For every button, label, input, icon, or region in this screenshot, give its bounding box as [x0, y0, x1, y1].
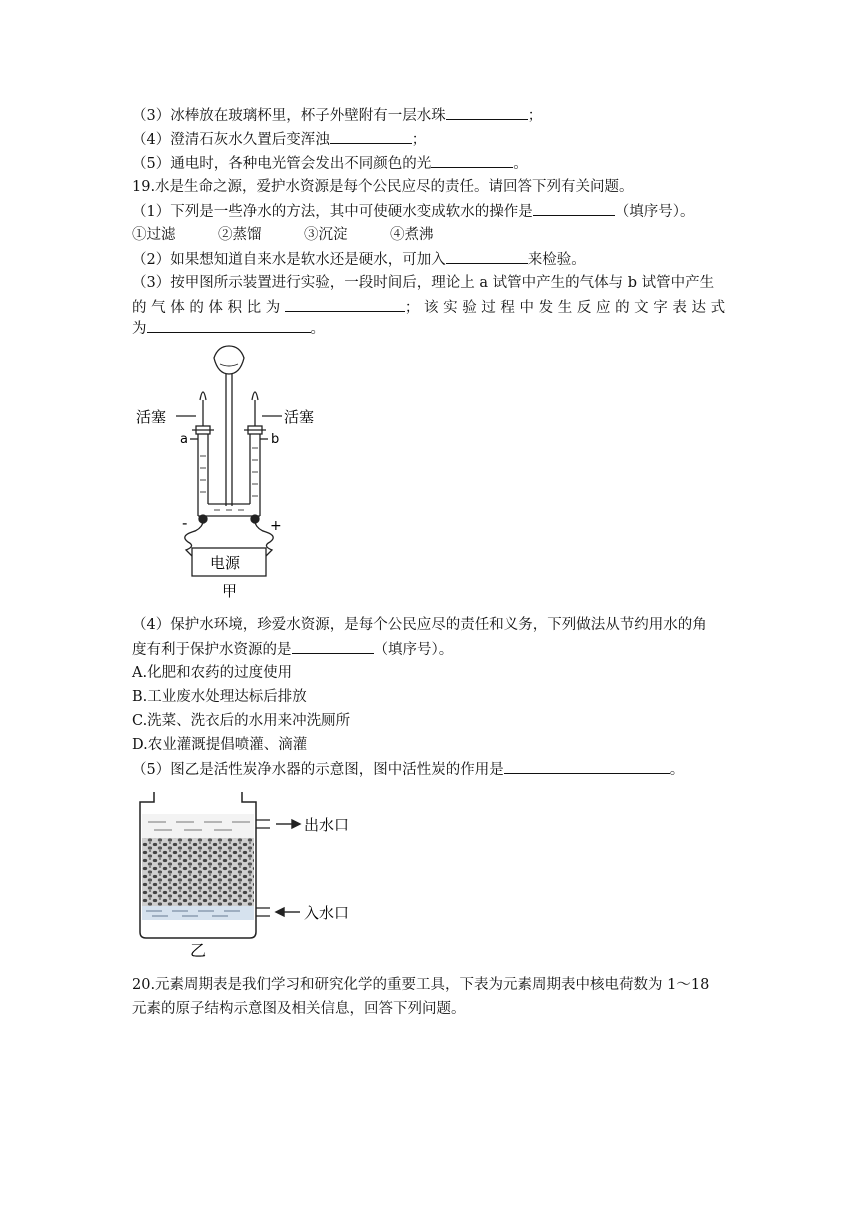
electrolysis-apparatus-figure	[130, 344, 330, 602]
carbon-purifier-figure	[132, 786, 392, 962]
option-2: ②蒸馏	[218, 227, 262, 243]
q19-part3-line3: 为 。	[132, 318, 325, 339]
negative-terminal-label: -	[182, 514, 188, 532]
q19-part4-line1: （4）保护水环境，珍爱水资源，是每个公民应尽的责任和义务，下列做法从节约用水的角	[132, 617, 707, 633]
q20-line2: 元素的原子结构示意图及相关信息，回答下列问题。	[132, 1001, 466, 1017]
figure-caption-yi: 乙	[190, 941, 207, 960]
figure-caption-jia: 甲	[222, 582, 238, 600]
option-3: ③沉淀	[304, 227, 348, 243]
answer-blank[interactable]	[330, 129, 412, 144]
answer-blank[interactable]	[533, 201, 615, 216]
q20-line1: 20.元素周期表是我们学习和研究化学的重要工具，下表为元素周期表中核电荷数为 1～18	[132, 977, 710, 993]
option-1: ①过滤	[132, 227, 176, 243]
inlet-label: 入水口	[304, 904, 350, 922]
positive-terminal-label: +	[270, 518, 282, 534]
q19-part4-line2: 度有利于保护水资源的是 （填序号）。	[132, 639, 453, 660]
q19-part4-option-d: D.农业灌溉提倡喷灌、滴灌	[132, 737, 308, 753]
outlet-label: 出水口	[304, 816, 350, 834]
answer-blank[interactable]	[446, 249, 528, 264]
answer-blank[interactable]	[285, 297, 405, 312]
q19-part4-option-b: B.工业废水处理达标后排放	[132, 689, 307, 705]
answer-blank[interactable]	[431, 153, 513, 168]
answer-blank[interactable]	[446, 105, 528, 120]
q19-part3-line2: 的 气 体 的 体 积 比 为 ； 该 实 验 过 程 中 发 生 反 应 的 文 字 表 达 式	[132, 297, 725, 318]
left-valve-label: 活塞	[136, 408, 167, 426]
answer-blank[interactable]	[147, 318, 311, 333]
q19-part5: （5）图乙是活性炭净水器的示意图，图中活性炭的作用是 。	[132, 759, 684, 780]
q18-item3: （3）冰棒放在玻璃杯里，杯子外壁附有一层水珠 ；	[132, 105, 542, 126]
power-source-label: 电源	[210, 554, 241, 572]
option-4: ④煮沸	[390, 227, 434, 243]
q19-part3-line1: （3）按甲图所示装置进行实验，一段时间后，理论上 a 试管中产生的气体与 b 试管中产生	[132, 275, 715, 291]
q19-part2: （2）如果想知道自来水是软水还是硬水，可加入 来检验。	[132, 249, 586, 270]
q18-item5: （5）通电时，各种电光管会发出不同颜色的光 。	[132, 153, 528, 174]
q19-intro: 19.水是生命之源，爱护水资源是每个公民应尽的责任。请回答下列有关问题。	[132, 179, 634, 195]
q19-part4-option-c: C.洗菜、洗衣后的水用来冲洗厕所	[132, 713, 351, 729]
tube-b-label: b	[271, 432, 280, 447]
q18-item4: （4）澄清石灰水久置后变浑浊 ；	[132, 129, 426, 150]
right-valve-label: 活塞	[284, 408, 315, 426]
answer-blank[interactable]	[504, 759, 670, 774]
tube-a-label: a	[180, 432, 188, 447]
answer-blank[interactable]	[292, 639, 374, 654]
q19-part4-option-a: A.化肥和农药的过度使用	[132, 665, 293, 681]
q19-part1: （1）下列是一些净水的方法，其中可使硬水变成软水的操作是 （填序号）。	[132, 201, 694, 222]
q19-part1-options	[132, 225, 434, 245]
